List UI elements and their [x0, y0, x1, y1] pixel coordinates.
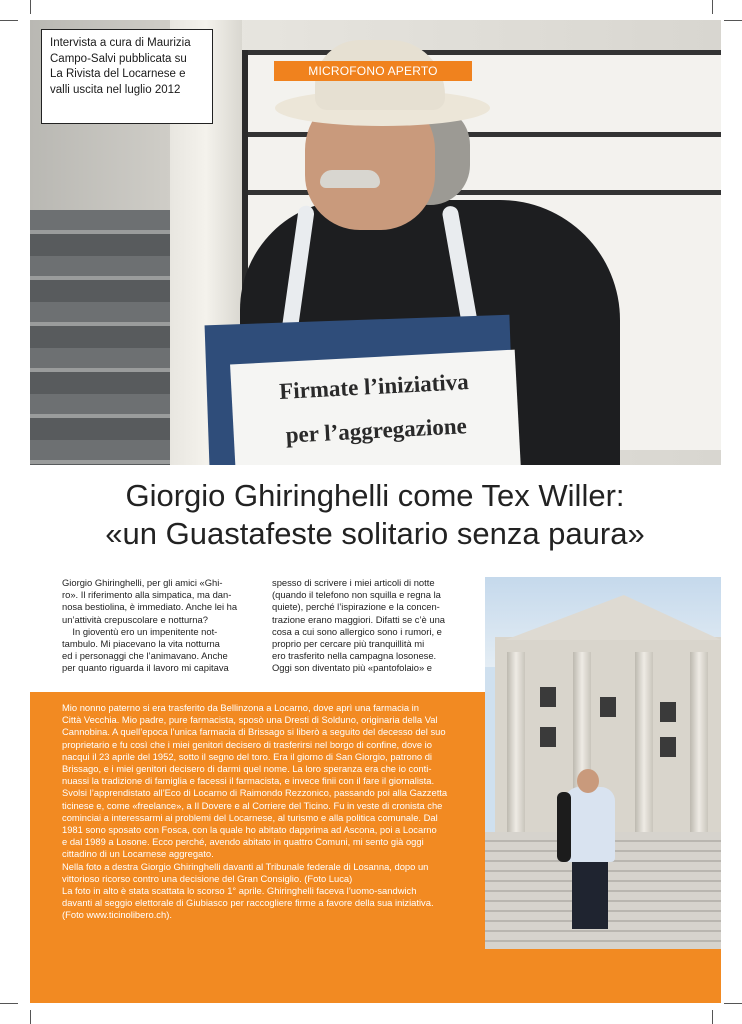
- bio-line: ticinese e, come «freelance», a Il Dovere e al Corriere del Ticino. Fu in veste di cronista che: [62, 799, 443, 811]
- headline-line-2: «un Guastafeste solitario senza paura»: [105, 516, 645, 551]
- article-column-1: [62, 577, 262, 675]
- interview-credit-box: [41, 29, 213, 124]
- bio-line: Brissago, e i miei genitori decisero di darmi quel nome. La loro speranza era che io conti-: [62, 763, 432, 775]
- tribunal-window: [600, 697, 616, 717]
- crop-mark-top-left-v: [30, 0, 31, 14]
- bio-line: proprietario e fu così che i miei genitori decisero di trasferirsi nel borgo di confine, dove io: [62, 738, 432, 750]
- sign-line-1: Firmate l’iniziativa: [278, 369, 470, 404]
- tribunal-man-jacket: [557, 792, 571, 862]
- bio-line: cominciai a interessarmi ai problemi del Locarnese, al turismo e alla politica comunale. Dal: [62, 811, 438, 823]
- bio-line: Mio nonno paterno si era trasferito da Bellinzona a Locarno, dove aprì una farmacia in: [62, 702, 419, 713]
- bio-line: Nella foto a destra Giorgio Ghiringhelli davanti al Tribunale federale di Losanna, dopo un: [62, 860, 429, 872]
- text-line: (quando il telefono non squilla e regna la: [272, 589, 441, 601]
- credit-line: valli uscita nel luglio 2012: [50, 83, 181, 96]
- photo-stairs: [30, 210, 170, 465]
- text-line: per quanto riguarda il lavoro mi capitava: [62, 662, 229, 674]
- text-line: cosa a cui sono allergico sono i rumori, e: [272, 625, 442, 637]
- bio-line: La foto in alto è stata scattata lo scorso 1° aprile. Ghiringhelli faceva l’uomo-sandwich: [62, 885, 417, 897]
- text-line: In gioventù ero un impenitente not-: [62, 625, 218, 637]
- crop-mark-top-right-h: [724, 20, 742, 21]
- bio-line: nuassi la tradizione di famiglia e facessi il farmacista, e invece finii con il fare il giornalista.: [62, 775, 435, 787]
- tribunal-photo: [485, 577, 721, 949]
- crop-mark-bottom-right-h: [724, 1003, 742, 1004]
- text-line: quiete), perché l’ispirazione e la concen-: [272, 601, 440, 613]
- article-headline: [55, 477, 695, 553]
- text-line: Giorgio Ghiringhelli, per gli amici «Ghi-: [62, 577, 223, 588]
- article-column-2: [272, 577, 472, 675]
- bio-text: [62, 702, 482, 922]
- tribunal-column: [635, 652, 653, 837]
- text-line: trazione erano maggiori. Difatti se c’è una: [272, 613, 446, 625]
- tribunal-window: [540, 727, 556, 747]
- text-line: ed i personaggi che l’animavano. Anche: [62, 650, 228, 662]
- crop-mark-top-left-h: [0, 20, 18, 21]
- tribunal-window: [660, 702, 676, 722]
- text-line: ero trasferito nella campagna losonese.: [272, 650, 437, 662]
- sign-line-2: per l’aggregazione: [285, 413, 468, 448]
- photo-man-mustache: [320, 170, 380, 188]
- crop-mark-bottom-left-h: [0, 1003, 18, 1004]
- bio-line: Svolsi l’apprendistato all’Eco di Locarno di Raimondo Rezzonico, passando poi alla Gazzetta: [62, 787, 448, 799]
- photo-sign: [230, 350, 521, 465]
- headline-line-1: Giorgio Ghiringhelli come Tex Willer:: [125, 478, 625, 513]
- bio-line: 1981 sono sposato con Fosca, con la quale ho abitato dapprima ad Ascona, poi a Locarno: [62, 824, 437, 836]
- tribunal-man-head: [577, 769, 599, 793]
- credit-line: Intervista a cura di Maurizia: [50, 37, 191, 49]
- text-line: nosa bestiolina, è immediato. Anche lei ha: [62, 601, 238, 613]
- credit-line: La Rivista del Locarnese e: [50, 68, 186, 80]
- text-line: spesso di scrivere i miei articoli di notte: [272, 577, 435, 588]
- bio-line: davanti al seggio elettorale di Giubiasco per raccogliere firme a favore della sua iniziativa.: [62, 897, 434, 909]
- tribunal-column: [507, 652, 525, 837]
- tribunal-man-shirt: [565, 787, 615, 862]
- bio-line: (Foto www.ticinolibero.ch).: [62, 909, 172, 921]
- text-line: un’attività crepuscolare e notturna?: [62, 613, 208, 625]
- bio-line: cittadino di un Locarnese aggregato.: [62, 848, 214, 860]
- tribunal-window: [540, 687, 556, 707]
- tribunal-man-legs: [572, 859, 608, 929]
- text-line: proprio per cercare più tranquillità mi: [272, 638, 425, 650]
- section-tag: MICROFONO APERTO: [274, 61, 472, 81]
- tribunal-window: [660, 737, 676, 757]
- bio-line: Cannobina. A quell’epoca l’unica farmacia di Brissago si liberò a seguito del decesso del suo: [62, 726, 446, 738]
- crop-mark-top-right-v: [712, 0, 713, 14]
- bio-line: vittorioso ricorso contro una decisione del Gran Consiglio. (Foto Luca): [62, 872, 353, 884]
- bio-line: e dal 1989 a Losone. Ecco perché, avendo abitato in quattro Comuni, mi sento già oggi: [62, 836, 424, 848]
- bio-line: nacqui il 23 aprile del 1952, sotto il segno del toro. Era il giorno di San Giorgio, patrono di: [62, 750, 433, 762]
- text-line: Oggi son diventato più «pantofolaio» e: [272, 662, 433, 674]
- text-line: ro». Il riferimento alla simpatica, ma dan-: [62, 589, 232, 601]
- crop-mark-bottom-right-v: [712, 1010, 713, 1024]
- bio-line: Città Vecchia. Mio padre, pure farmacista, sposò una Dresti di Solduno, originaria della Val: [62, 714, 438, 726]
- text-line: tambulo. Mi piacevano la vita notturna: [62, 638, 220, 650]
- credit-line: Campo-Salvi pubblicata su: [50, 52, 187, 65]
- crop-mark-bottom-left-v: [30, 1010, 31, 1024]
- tribunal-column: [690, 652, 708, 837]
